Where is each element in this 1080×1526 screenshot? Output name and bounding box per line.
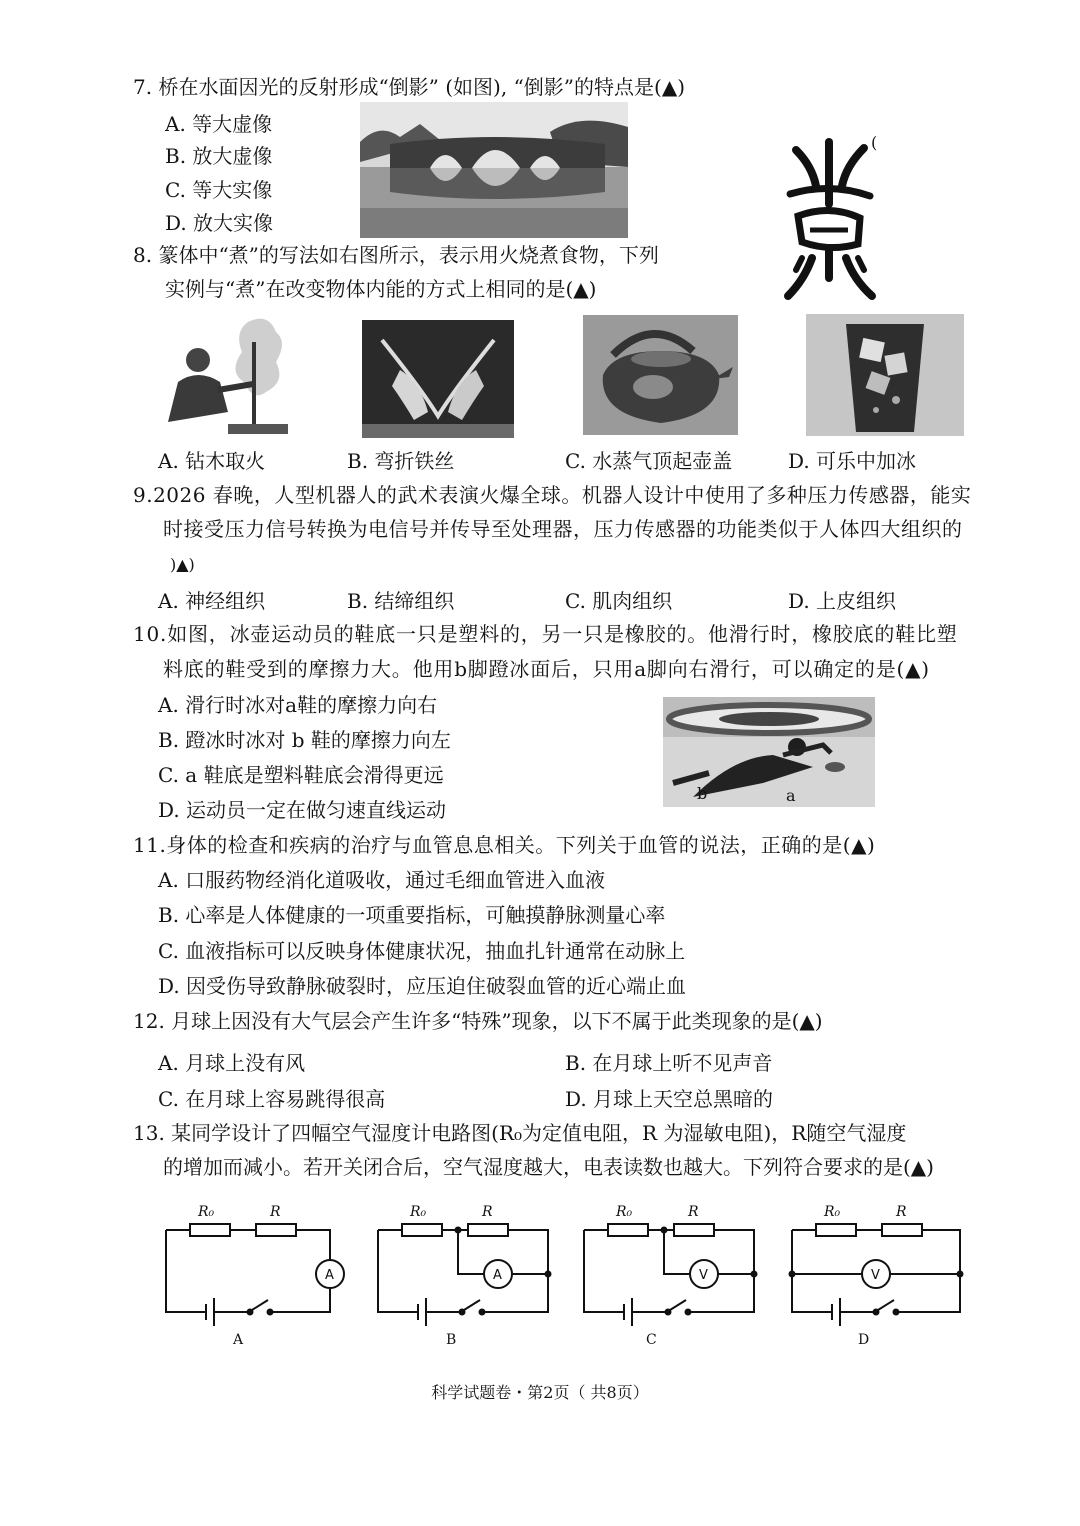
circuit-b-switch: [464, 1300, 480, 1310]
circuit-b-meter-label: A: [493, 1268, 502, 1283]
question-12-option-b: B. 在月球上听不见声音: [565, 1051, 773, 1075]
circuit-d-r0-resistor: [816, 1224, 856, 1236]
question-8-option-c: C. 水蒸气顶起壶盖: [565, 449, 733, 473]
kettle-steam-photo: [583, 315, 738, 435]
bending-wire-photo: [362, 320, 514, 438]
circuit-b-caption: B: [446, 1332, 457, 1348]
circuit-d-meter-label: V: [871, 1268, 880, 1283]
circuit-c-battery: [624, 1298, 632, 1326]
circuit-b-r0-resistor: [402, 1224, 442, 1236]
question-11-option-d: D. 因受伤导致静脉破裂时，应压迫住破裂血管的近心端止血: [158, 974, 687, 998]
question-12-stem: 12. 月球上因没有大气层会产生许多“特殊”现象，以下不属于此类现象的是(▲): [133, 1009, 823, 1033]
circuit-c-meter-label: V: [699, 1268, 708, 1283]
question-12-option-d: D. 月球上天空总黑暗的: [565, 1087, 774, 1111]
circuit-d-switch: [878, 1300, 894, 1310]
bridge-reflection-photo: [360, 102, 628, 238]
question-12-option-a: A. 月球上没有风: [158, 1051, 306, 1075]
question-11-option-c: C. 血液指标可以反映身体健康状况，抽血扎针通常在动脉上: [158, 939, 686, 963]
circuit-c-r-label: R: [688, 1204, 699, 1220]
question-7-option-b: B. 放大虚像: [165, 144, 273, 168]
question-13-stem-line-2: 的增加而减小。若开关闭合后，空气湿度越大，电表读数也越大。下列符合要求的是(▲): [163, 1155, 934, 1179]
question-9-option-d: D. 上皮组织: [788, 589, 897, 613]
question-10-stem-line-1: 10.如图，冰壶运动员的鞋底一只是塑料的，另一只是橡胶的。他滑行时，橡胶底的鞋比塑: [133, 622, 958, 646]
circuit-a-r0-label: R₀: [198, 1204, 215, 1220]
page-footer: 科学试题卷・第2页（ 共8页）: [431, 1383, 649, 1402]
circuit-c-r0-label: R₀: [616, 1204, 633, 1220]
question-13-stem-line-1: 13. 某同学设计了四幅空气湿度计电路图(R₀为定值电阻，R 为湿敏电阻)，R随空气湿度: [133, 1121, 907, 1145]
question-10-stem-line-2: 料底的鞋受到的摩擦力大。他用b脚蹬冰面后，只用a脚向右滑行，可以确定的是(▲): [163, 657, 930, 681]
curling-athlete-photo: [663, 697, 875, 807]
question-8-stem-line-2: 实例与“煮”在改变物体内能的方式上相同的是(▲): [165, 277, 597, 301]
circuit-d-r0-label: R₀: [824, 1204, 841, 1220]
question-9-option-b: B. 结缔组织: [347, 589, 455, 613]
question-10-option-a: A. 滑行时冰对a鞋的摩擦力向右: [158, 693, 438, 717]
question-10-option-b: B. 蹬冰时冰对 b 鞋的摩擦力向左: [158, 728, 451, 752]
question-7-option-a: A. 等大虚像: [165, 112, 273, 136]
circuit-c-caption: C: [646, 1332, 657, 1348]
seal-script-character-image: [782, 138, 878, 302]
circuit-d-r-label: R: [896, 1204, 907, 1220]
circuit-b-battery: [418, 1298, 426, 1326]
circuit-a-r0-resistor: [190, 1224, 230, 1236]
circuit-a-meter-label: A: [325, 1268, 334, 1283]
question-11-option-a: A. 口服药物经消化道吸收，通过毛细血管进入血液: [158, 868, 606, 892]
question-7-option-c: C. 等大实像: [165, 178, 273, 202]
question-9-stem-line-3: )▲): [170, 555, 195, 574]
question-7-stem: 7. 桥在水面因光的反射形成“倒影” (如图), “倒影”的特点是(▲): [133, 75, 686, 99]
seal-mark: (: [871, 133, 878, 152]
circuit-b-r-resistor: [468, 1224, 508, 1236]
question-10-option-d: D. 运动员一定在做匀速直线运动: [158, 798, 447, 822]
circuit-a-r-label: R: [270, 1204, 281, 1220]
circuit-c-diagram: [578, 1202, 768, 1354]
question-11-option-b: B. 心率是人体健康的一项重要指标，可触摸静脉测量心率: [158, 903, 666, 927]
question-8-option-b: B. 弯折铁丝: [347, 449, 455, 473]
circuit-b-r-label: R: [482, 1204, 493, 1220]
circuit-b-diagram: [372, 1202, 562, 1354]
curling-label-b: b: [697, 784, 708, 803]
drilling-wood-fire-photo: [158, 312, 298, 438]
circuit-d-caption: D: [858, 1332, 870, 1348]
question-9-option-c: C. 肌肉组织: [565, 589, 673, 613]
circuit-a-diagram: [160, 1202, 350, 1354]
curling-label-a: a: [786, 786, 796, 805]
question-9-option-a: A. 神经组织: [158, 589, 266, 613]
question-11-stem: 11.身体的检查和疾病的治疗与血管息息相关。下列关于血管的说法，正确的是(▲): [133, 833, 876, 857]
question-8-option-a: A. 钻木取火: [158, 449, 266, 473]
circuit-b-r0-label: R₀: [410, 1204, 427, 1220]
question-12-option-c: C. 在月球上容易跳得很高: [158, 1087, 386, 1111]
question-8-option-d: D. 可乐中加冰: [788, 449, 917, 473]
circuit-a-battery: [206, 1298, 214, 1326]
circuit-c-switch: [670, 1300, 686, 1310]
circuit-a-switch: [252, 1300, 268, 1310]
question-8-stem-line-1: 8. 篆体中“煮”的写法如右图所示，表示用火烧煮食物，下列: [133, 243, 659, 267]
cola-ice-photo: [806, 314, 964, 436]
question-9-stem-line-1: 9.2026 春晚，人型机器人的武术表演火爆全球。机器人设计中使用了多种压力传感器，能实: [133, 483, 972, 507]
circuit-d-diagram: [786, 1202, 976, 1354]
question-9-stem-line-2: 时接受压力信号转换为电信号并传导至处理器，压力传感器的功能类似于人体四大组织的: [163, 517, 963, 541]
circuit-c-r0-resistor: [608, 1224, 648, 1236]
question-7-option-d: D. 放大实像: [165, 211, 274, 235]
circuit-d-r-resistor: [882, 1224, 922, 1236]
circuit-a-r-resistor: [256, 1224, 296, 1236]
circuit-a-caption: A: [233, 1332, 244, 1348]
circuit-d-battery: [832, 1298, 840, 1326]
circuit-c-r-resistor: [674, 1224, 714, 1236]
question-10-option-c: C. a 鞋底是塑料鞋底会滑得更远: [158, 763, 444, 787]
